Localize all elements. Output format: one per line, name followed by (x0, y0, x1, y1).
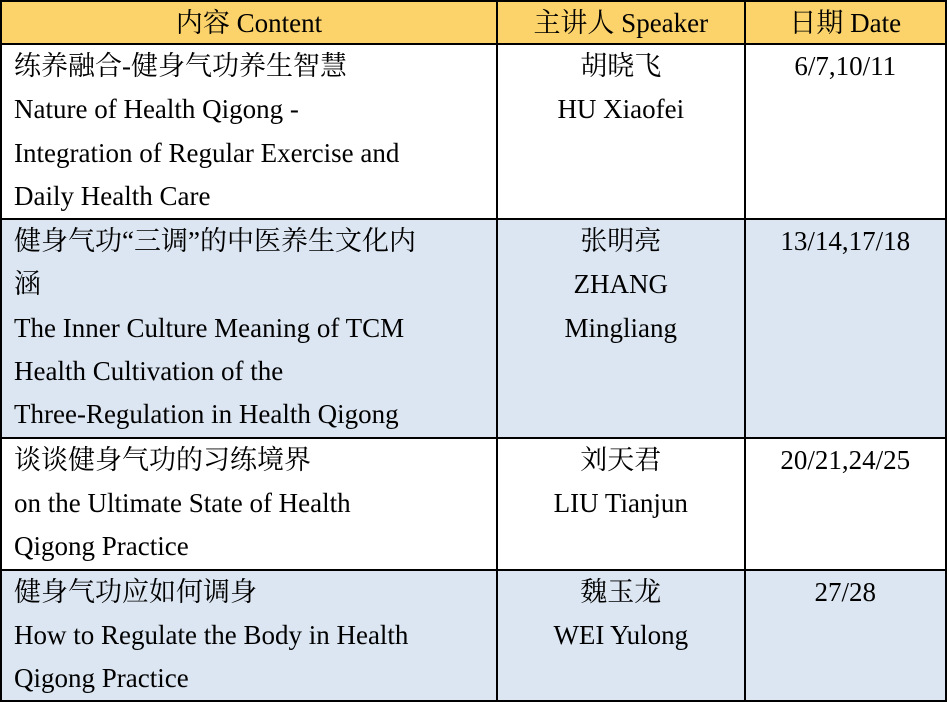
content-line: How to Regulate the Body in Health (14, 619, 409, 650)
content-line: Integration of Regular Exercise and (14, 137, 400, 168)
content-line: The Inner Culture Meaning of TCM (14, 312, 405, 343)
content-line: Qigong Practice (14, 663, 189, 694)
speaker-line: 胡晓飞 (580, 51, 662, 81)
date-cell (745, 438, 946, 570)
content-line: on the Ultimate State of Health (14, 487, 351, 518)
speaker-line: Mingliang (564, 312, 678, 343)
date-value: 27/28 (814, 576, 877, 607)
date-value: 20/21,24/25 (780, 444, 911, 475)
header-row (1, 1, 946, 44)
content-cell (1, 219, 497, 437)
content-line: 健身气功“三调”的中医养生文化内 (14, 226, 416, 257)
content-line: Daily Health Care (14, 180, 211, 211)
header-date: 日期 Date (745, 1, 946, 44)
date-value: 13/14,17/18 (780, 226, 911, 257)
content-cell (1, 570, 497, 702)
speaker-line: 魏玉龙 (580, 576, 662, 607)
table-row (1, 44, 946, 219)
speaker-line: WEI Yulong (553, 619, 689, 650)
speaker-line: 刘天君 (580, 444, 662, 475)
date-cell (745, 570, 946, 702)
content-line: 涵 (14, 269, 41, 300)
speaker-cell (497, 219, 745, 437)
content-line: 健身气功应如何调身 (14, 576, 257, 607)
content-line: 练养融合-健身气功养生智慧 (14, 51, 347, 81)
content-line: Qigong Practice (14, 531, 189, 562)
speaker-line: ZHANG (573, 269, 669, 300)
table-row (1, 438, 946, 570)
date-cell (745, 219, 946, 437)
content-line: 谈谈健身气功的习练境界 (14, 444, 311, 475)
speaker-cell (497, 570, 745, 702)
table-row (1, 570, 946, 702)
header-speaker: 主讲人 Speaker (497, 1, 745, 44)
speaker-line: 张明亮 (580, 226, 662, 257)
speaker-cell (497, 438, 745, 570)
content-line: Health Cultivation of the (14, 356, 284, 387)
content-cell (1, 438, 497, 570)
date-cell (745, 44, 946, 219)
content-line: Nature of Health Qigong - (14, 94, 299, 125)
table-row (1, 219, 946, 437)
header-content: 内容 Content (1, 1, 497, 44)
date-value: 6/7,10/11 (794, 51, 897, 81)
speaker-line: LIU Tianjun (553, 487, 688, 518)
speaker-line: HU Xiaofei (557, 94, 685, 125)
content-cell (1, 44, 497, 219)
speaker-cell (497, 44, 745, 219)
content-line: Three-Regulation in Health Qigong (14, 399, 399, 430)
